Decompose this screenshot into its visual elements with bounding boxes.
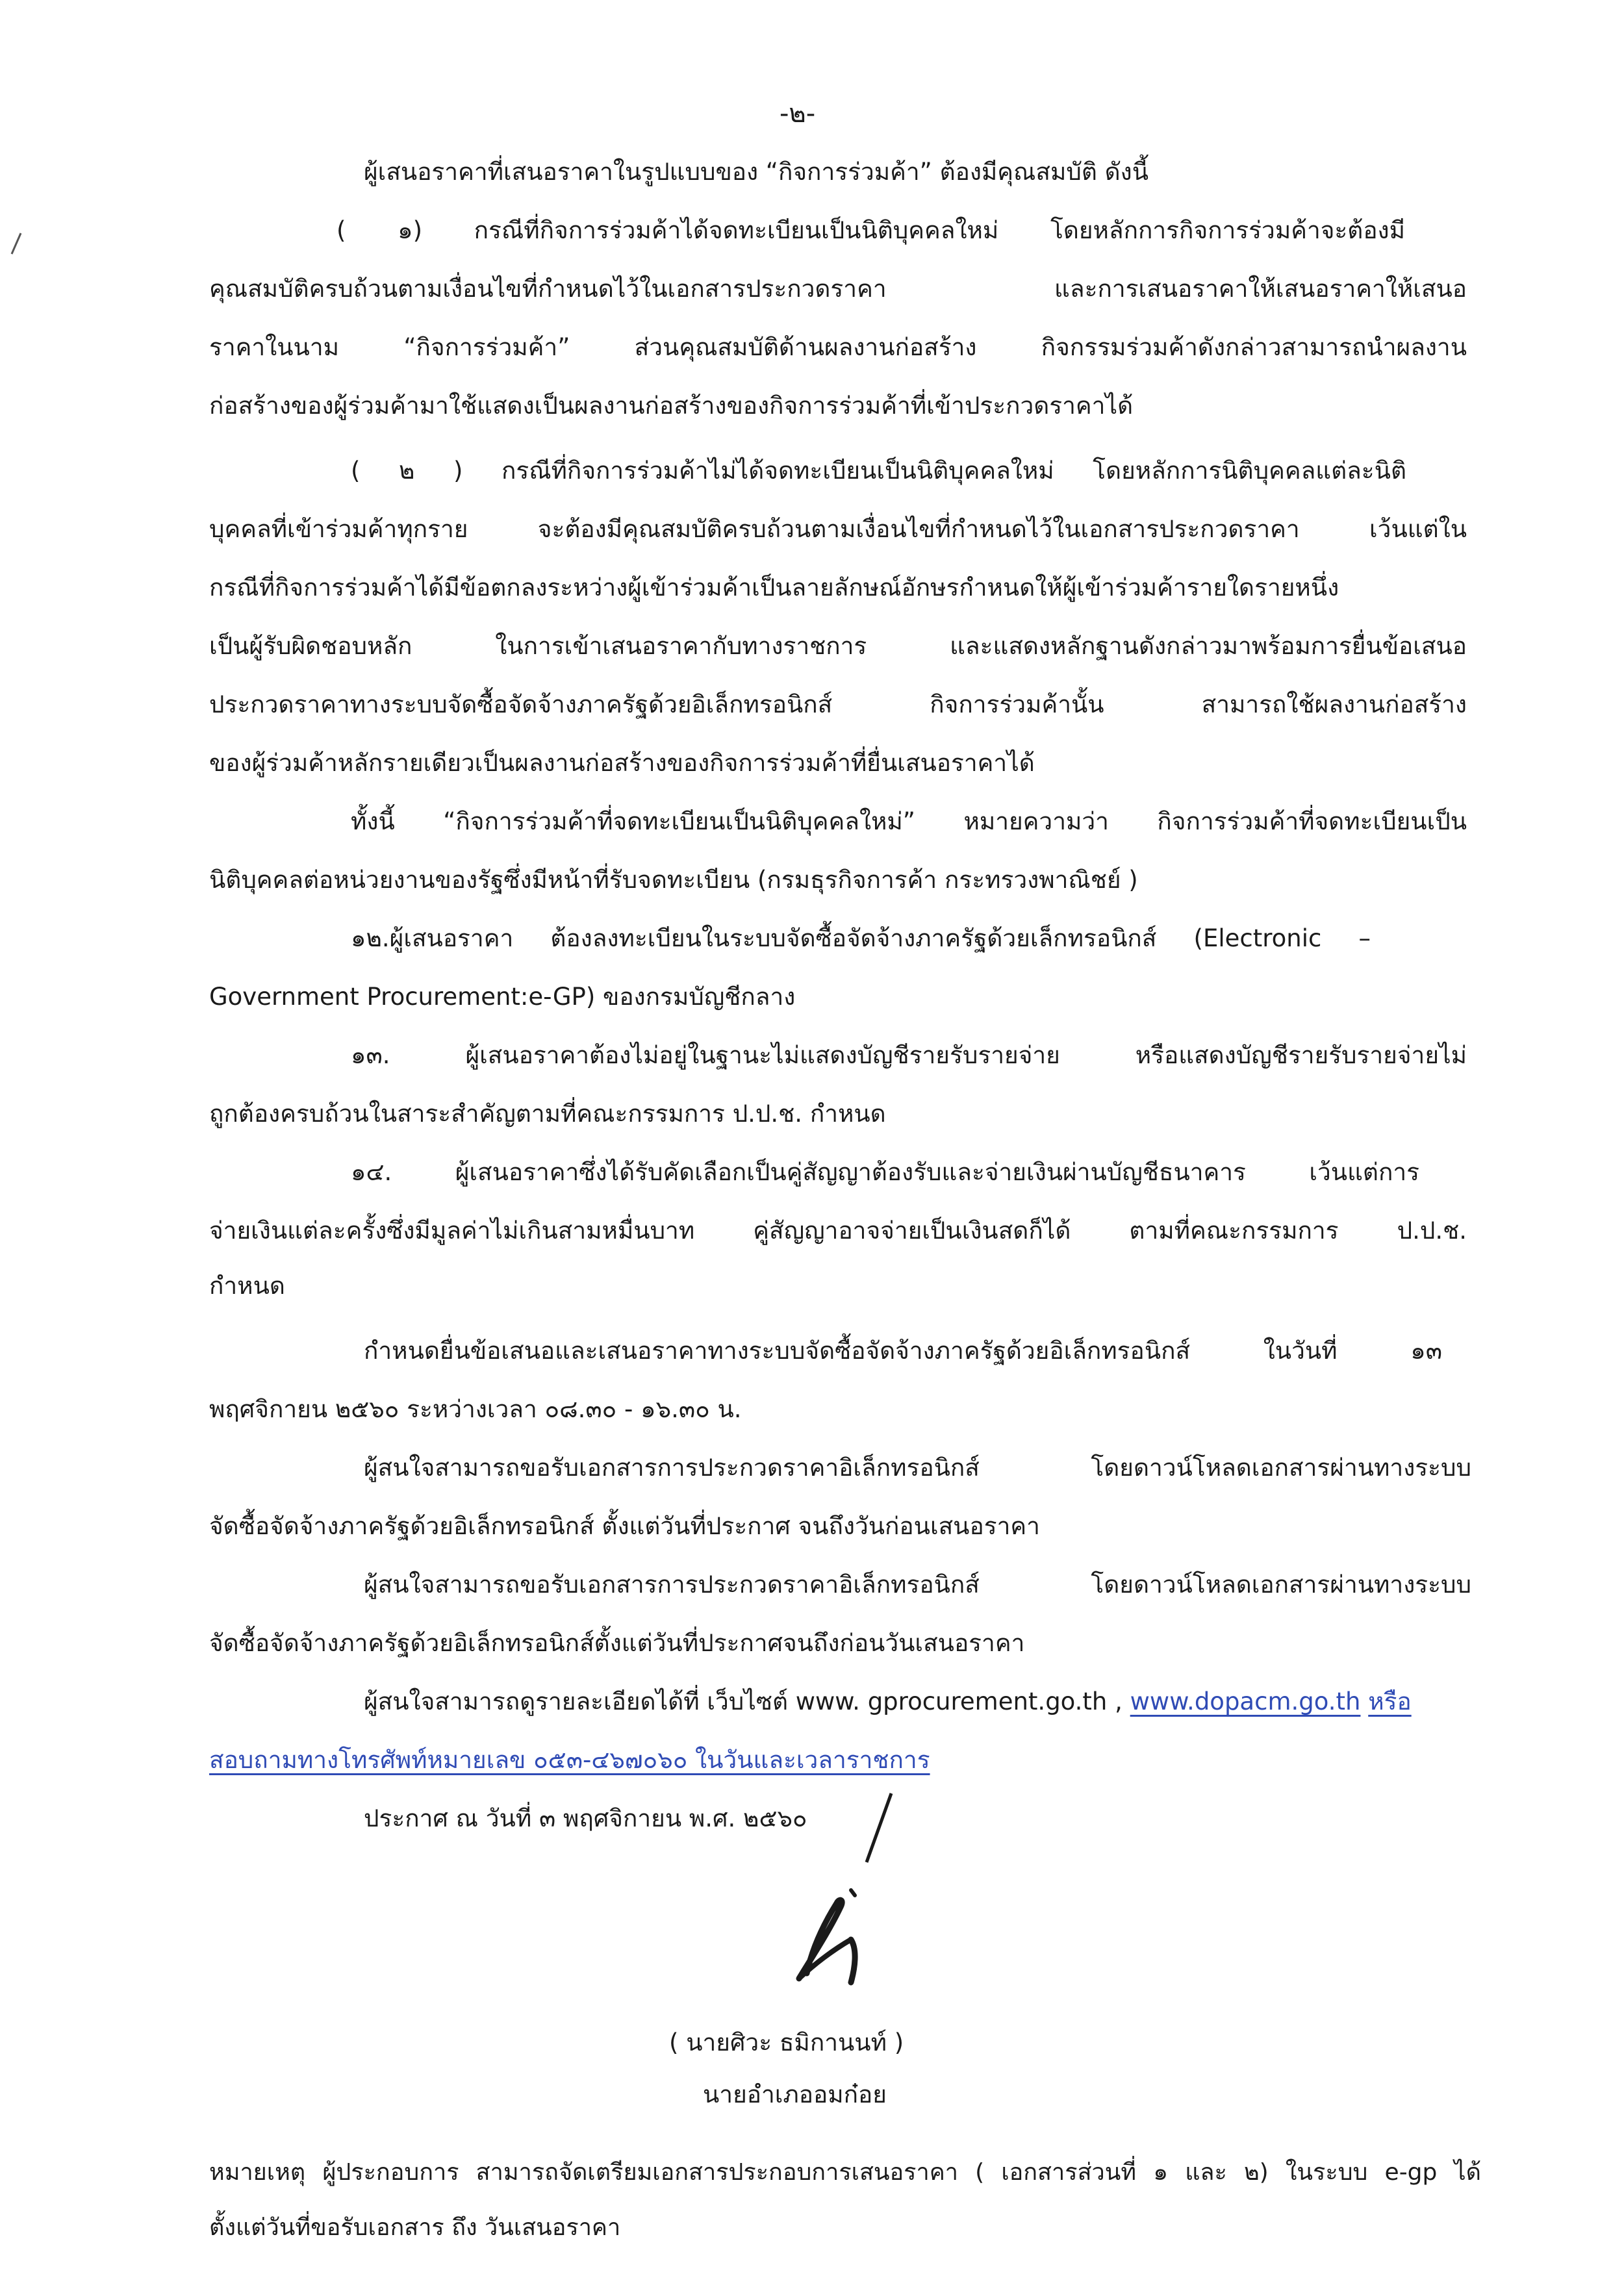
clause12-line: ๑๒.ผู้เสนอราคา ต้องลงทะเบียนในระบบจัดซื้อจัดจ้างภาครัฐด้วยเล็กทรอนิกส์ (Electronic –: [351, 924, 1371, 952]
clause14-line: ๑๔. ผู้เสนอราคาซึ่งได้รับคัดเลือกเป็นคู่สัญญาต้องรับและจ่ายเงินผ่านบัญชีธนาคาร เว้นแต่การ: [351, 1158, 1419, 1186]
signature-mark: [754, 1864, 896, 1994]
contact-prefix: ผู้สนใจสามารถดูรายละเอียดได้ที่ เว็บไซต์ www. gprocurement.go.th ,: [364, 1688, 1123, 1715]
clause13-line: ๑๓. ผู้เสนอราคาต้องไม่อยู่ในฐานะไม่แสดงบัญชีรายรับรายจ่าย หรือแสดงบัญชีรายรับรายจ่ายไม่: [351, 1041, 1467, 1069]
signatory-name: ( นายศิวะ ธมิกานนท์ ): [669, 2029, 904, 2056]
clause14-line: จ่ายเงินแต่ละครั้งซึ่งมีมูลค่าไม่เกินสามหมื่นบาท คู่สัญญาอาจจ่ายเป็นเงินสดก็ได้ ตามที่คณะกรรมการ ป.ป.ช.: [209, 1217, 1467, 1245]
jv-definition-line: ทั้งนี้ “กิจการร่วมค้าที่จดทะเบียนเป็นนิติบุคคลใหม่” หมายความว่า กิจการร่วมค้าที่จดทะเบียนเป็น: [351, 807, 1467, 835]
jv-case1-line: คุณสมบัติครบถ้วนตามเงื่อนไขที่กำหนดไว้ในเอกสารประกวดราคา และการเสนอราคาให้เสนอราคาให้เสนอ: [209, 275, 1467, 303]
website-link[interactable]: www.dopacm.go.th: [1130, 1688, 1361, 1715]
download1-line: ผู้สนใจสามารถขอรับเอกสารการประกวดราคาอิเล็กทรอนิกส์ โดยดาวน์โหลดเอกสารผ่านทางระบบ: [364, 1454, 1471, 1482]
announce-date: ประกาศ ณ วันที่ ๓ พฤศจิกายน พ.ศ. ๒๕๖๐: [364, 1804, 807, 1832]
jv-case2-line: ของผู้ร่วมค้าหลักรายเดียวเป็นผลงานก่อสร้างของกิจการร่วมค้าที่ยื่นเสนอราคาได้: [209, 749, 1035, 777]
submission-line: กำหนดยื่นข้อเสนอและเสนอราคาทางระบบจัดซื้อจัดจ้างภาครัฐด้วยอิเล็กทรอนิกส์ ในวันที่ ๑๓: [364, 1337, 1442, 1365]
clause13-line: ถูกต้องครบถ้วนในสาระสำคัญตามที่คณะกรรมการ ป.ป.ช. กำหนด: [209, 1100, 886, 1128]
jv-case2-line: ( ๒ ) กรณีที่กิจการร่วมค้าไม่ได้จดทะเบียนเป็นนิติบุคคลใหม่ โดยหลักการนิติบุคคลแต่ละนิติ: [351, 457, 1406, 485]
submission-line: พฤศจิกายน ๒๕๖๐ ระหว่างเวลา ๐๘.๓๐ - ๑๖.๓๐ น.: [209, 1395, 742, 1423]
download2-line: จัดซื้อจัดจ้างภาครัฐด้วยอิเล็กทรอนิกส์ตั้งแต่วันที่ประกาศจนถึงก่อนวันเสนอราคา: [209, 1629, 1025, 1657]
clause12-line: Government Procurement:e-GP) ของกรมบัญชีกลาง: [209, 983, 796, 1011]
note-line: หมายเหตุ ผู้ประกอบการ สามารถจัดเตรียมเอกสารประกอบการเสนอราคา ( เอกสารส่วนที่ ๑ และ ๒) ในระบบ e-gp ได้: [209, 2159, 1482, 2186]
jv-case2-line: เป็นผู้รับผิดชอบหลัก ในการเข้าเสนอราคากับทางราชการ และแสดงหลักฐานดังกล่าวมาพร้อมการยื่นข้อเสนอ: [209, 632, 1467, 660]
website-link-or[interactable]: หรือ: [1368, 1688, 1412, 1715]
contact-phone-link[interactable]: สอบถามทางโทรศัพท์หมายเลข ๐๕๓-๔๖๗๐๖๐ ในวันและเวลาราชการ: [209, 1746, 930, 1774]
download1-line: จัดซื้อจัดจ้างภาครัฐด้วยอิเล็กทรอนิกส์ ตั้งแต่วันที่ประกาศ จนถึงวันก่อนเสนอราคา: [209, 1512, 1040, 1540]
contact-line: [364, 1686, 1412, 1718]
jv-case1-line: ราคาในนาม “กิจการร่วมค้า” ส่วนคุณสมบัติด้านผลงานก่อสร้าง กิจกรรมร่วมค้าดังกล่าวสามารถนำผลงาน: [209, 333, 1467, 361]
jv-case2-line: กรณีที่กิจการร่วมค้าได้มีข้อตกลงระหว่างผู้เข้าร่วมค้าเป็นลายลักษณ์อักษรกำหนดให้ผู้เข้าร่วมค้ารายใดรายหนึ่ง: [209, 574, 1339, 601]
note-line: ตั้งแต่วันที่ขอรับเอกสาร ถึง วันเสนอราคา: [209, 2214, 621, 2241]
jv-heading: ผู้เสนอราคาที่เสนอราคาในรูปแบบของ “กิจการร่วมค้า” ต้องมีคุณสมบัติ ดังนี้: [364, 158, 1149, 186]
jv-case1-line: ก่อสร้างของผู้ร่วมค้ามาใช้แสดงเป็นผลงานก่อสร้างของกิจการร่วมค้าที่เข้าประกวดราคาได้: [209, 392, 1134, 420]
signatory-title: นายอำเภออมก๋อย: [703, 2080, 887, 2108]
scan-speck: [6, 231, 26, 257]
page-number: -๒-: [780, 99, 816, 129]
clause14-line: กำหนด: [209, 1272, 285, 1300]
date-slash-mark: [857, 1789, 896, 1867]
jv-definition-line: นิติบุคคลต่อหน่วยงานของรัฐซึ่งมีหน้าที่รับจดทะเบียน (กรมธุรกิจการค้า กระทรวงพาณิชย์ ): [209, 866, 1138, 894]
jv-case2-line: บุคคลที่เข้าร่วมค้าทุกราย จะต้องมีคุณสมบัติครบถ้วนตามเงื่อนไขที่กำหนดไว้ในเอกสารประกวดราคา เว้นแต่ใน: [209, 515, 1467, 543]
jv-case2-line: ประกวดราคาทางระบบจัดซื้อจัดจ้างภาครัฐด้วยอิเล็กทรอนิกส์ กิจการร่วมค้านั้น สามารถใช้ผลงานก่อสร้าง: [209, 690, 1467, 718]
download2-line: ผู้สนใจสามารถขอรับเอกสารการประกวดราคาอิเล็กทรอนิกส์ โดยดาวน์โหลดเอกสารผ่านทางระบบ: [364, 1571, 1471, 1599]
jv-case1-line: ( ๑) กรณีที่กิจการร่วมค้าได้จดทะเบียนเป็นนิติบุคคลใหม่ โดยหลักการกิจการร่วมค้าจะต้องมี: [336, 216, 1405, 244]
